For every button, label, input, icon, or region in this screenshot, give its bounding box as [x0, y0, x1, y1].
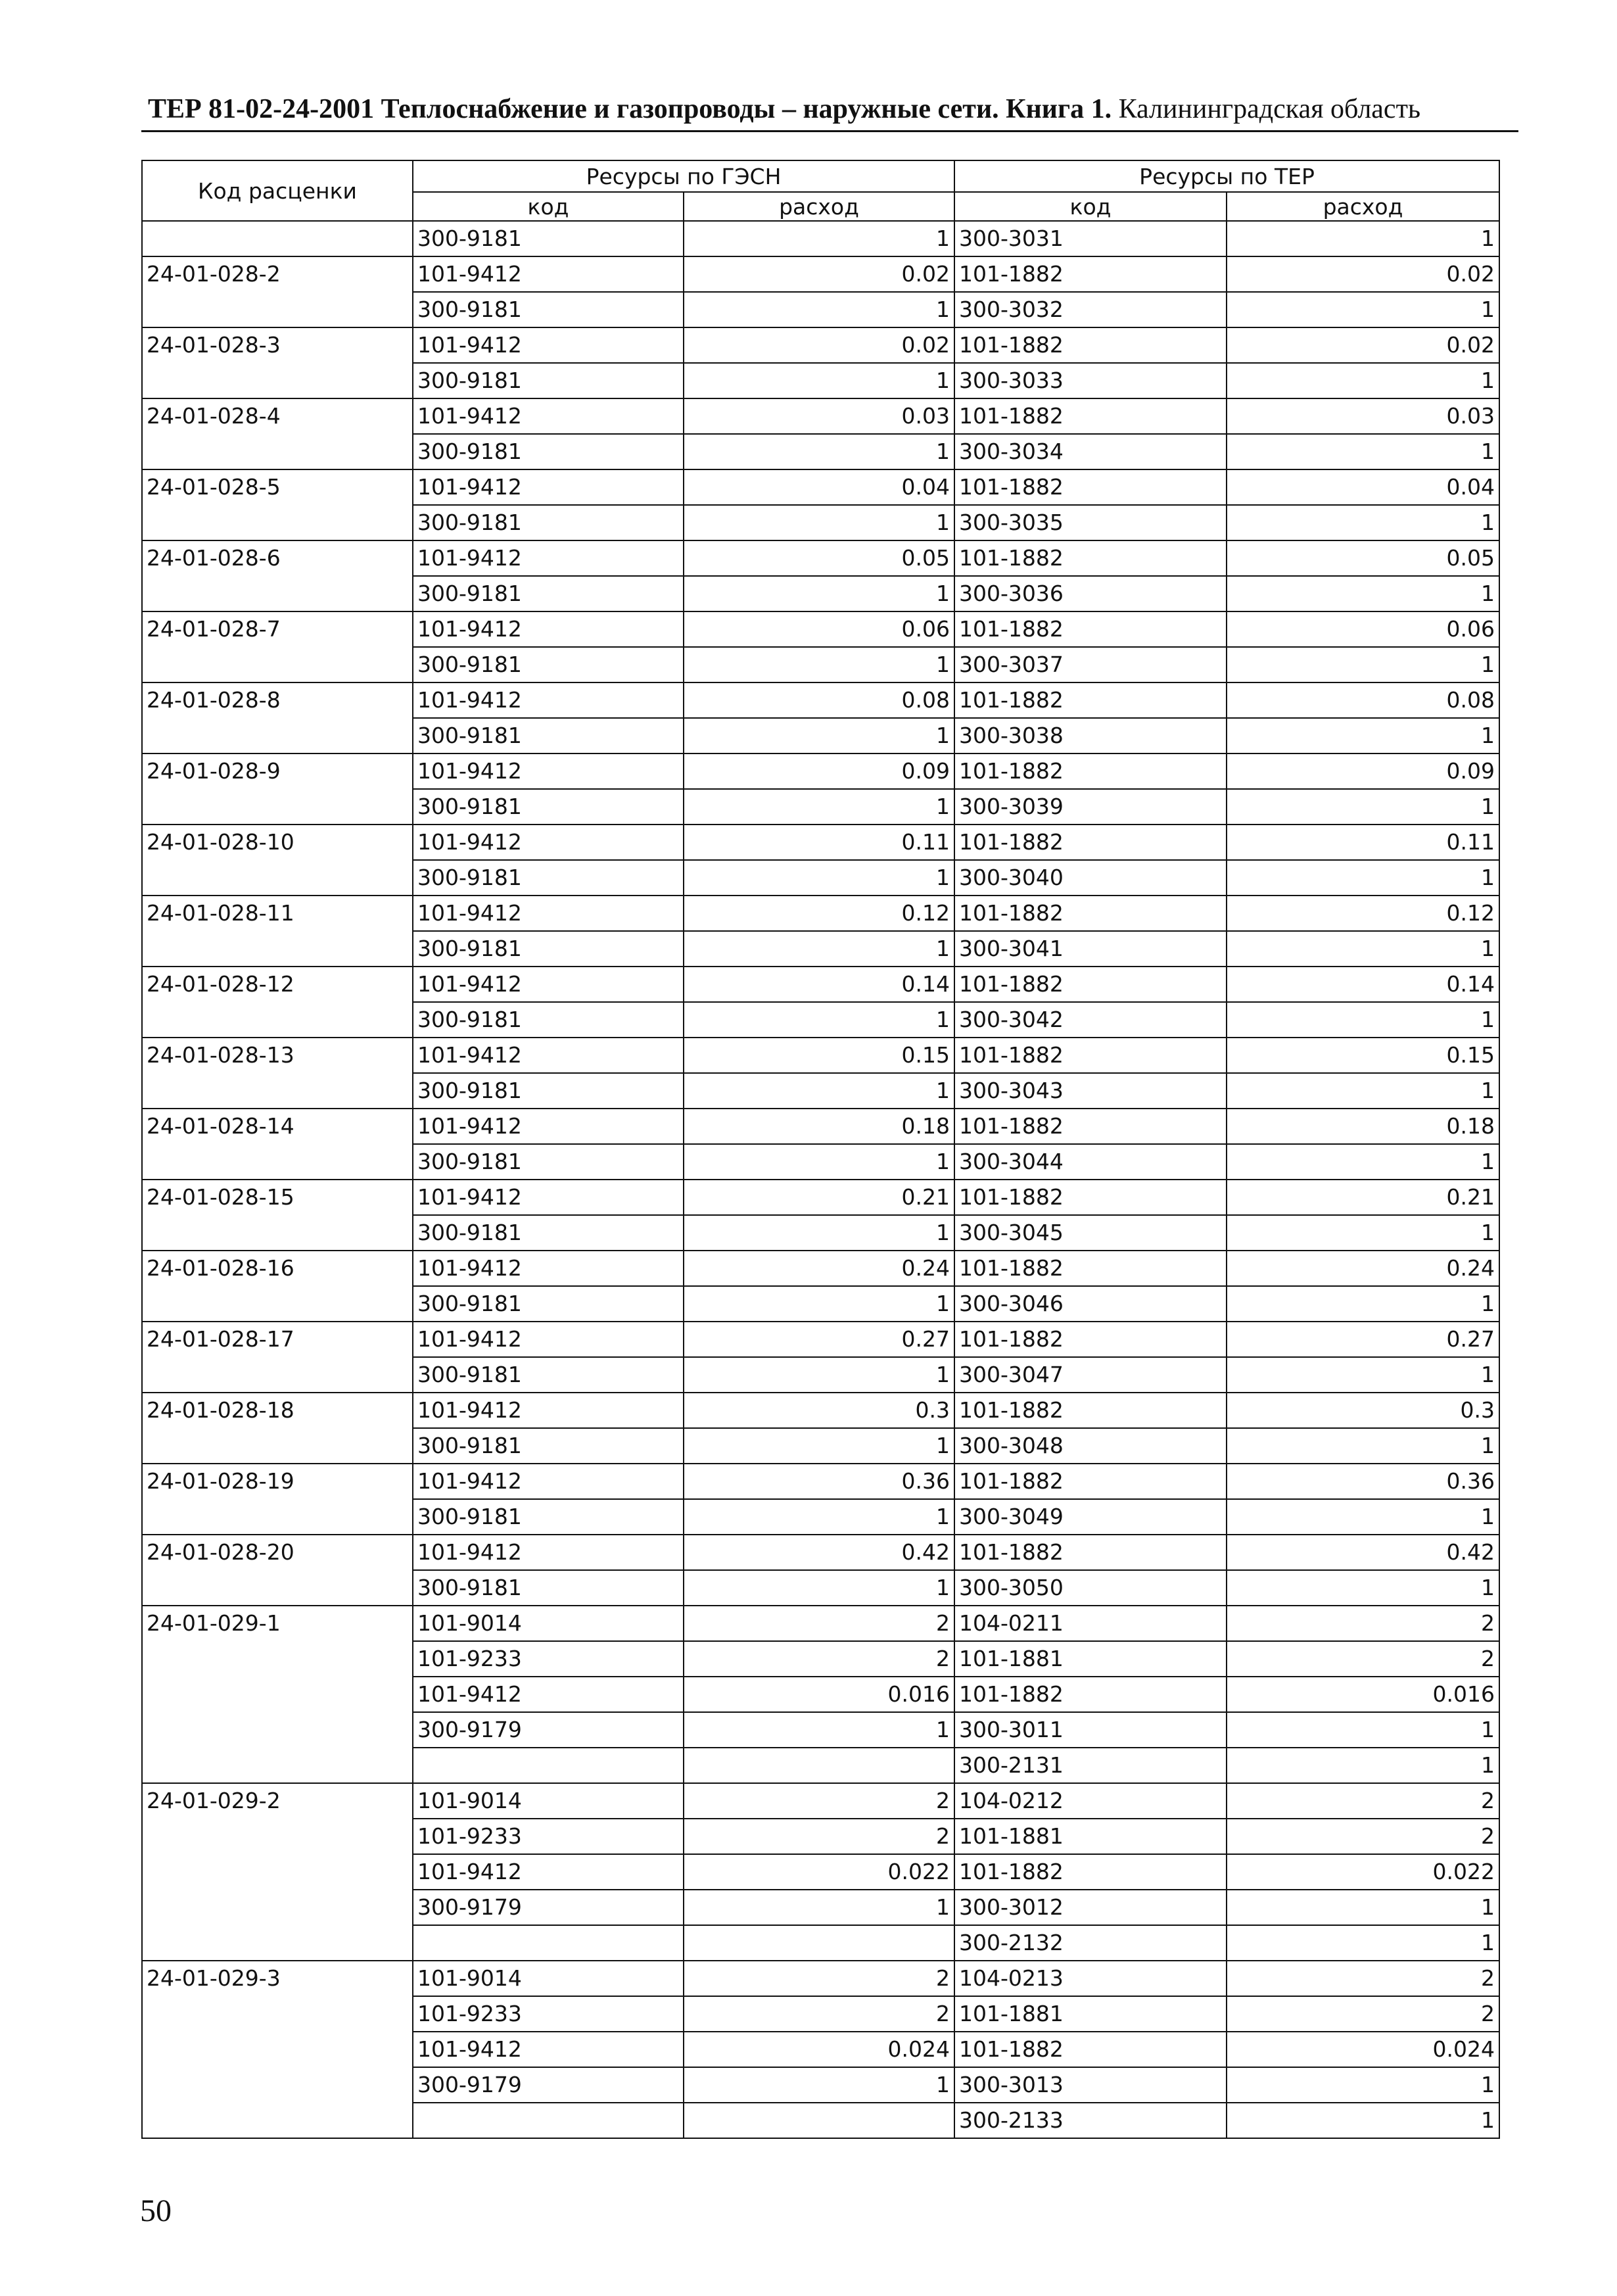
rate-code-cell: 24-01-029-3 — [142, 1961, 413, 2138]
rate-code-cell: 24-01-028-17 — [142, 1322, 413, 1393]
gesn-code-cell: 300-9181 — [413, 1286, 684, 1322]
gesn-code-cell: 101-9412 — [413, 1038, 684, 1073]
gesn-consumption-cell: 1 — [684, 434, 954, 469]
gesn-code-cell: 300-9181 — [413, 860, 684, 896]
ter-code-cell: 101-1881 — [954, 1641, 1227, 1677]
rate-code-cell: 24-01-028-2 — [142, 256, 413, 327]
ter-consumption-cell: 1 — [1227, 363, 1499, 398]
gesn-consumption-cell: 1 — [684, 718, 954, 753]
gesn-consumption-cell: 1 — [684, 363, 954, 398]
rate-code-cell: 24-01-028-6 — [142, 540, 413, 611]
table-row — [142, 1783, 1499, 1819]
rate-code-cell: 24-01-028-15 — [142, 1180, 413, 1251]
ter-code-cell: 101-1882 — [954, 825, 1227, 860]
gesn-code-cell: 101-9412 — [413, 1393, 684, 1428]
header-divider — [141, 130, 1518, 132]
gesn-code-cell: 300-9179 — [413, 2067, 684, 2103]
ter-code-cell: 300-3047 — [954, 1357, 1227, 1393]
ter-code-cell: 300-3032 — [954, 292, 1227, 327]
ter-code-cell: 300-3039 — [954, 789, 1227, 825]
ter-consumption-cell: 2 — [1227, 1961, 1499, 1996]
gesn-consumption-cell: 1 — [684, 1073, 954, 1109]
ter-consumption-cell: 1 — [1227, 1499, 1499, 1535]
gesn-consumption-cell: 1 — [684, 1144, 954, 1180]
ter-code-cell: 101-1882 — [954, 1109, 1227, 1144]
gesn-consumption-cell: 0.08 — [684, 682, 954, 718]
gesn-consumption-cell — [684, 1925, 954, 1961]
ter-code-cell: 101-1882 — [954, 896, 1227, 931]
ter-code-cell: 300-2132 — [954, 1925, 1227, 1961]
table-row — [142, 256, 1499, 292]
table-row — [142, 967, 1499, 1002]
ter-code-cell: 300-3036 — [954, 576, 1227, 611]
column-header-ter-consumption: расход — [1227, 192, 1499, 221]
rate-code-cell: 24-01-028-20 — [142, 1535, 413, 1606]
gesn-code-cell: 101-9412 — [413, 1251, 684, 1286]
ter-consumption-cell: 1 — [1227, 1002, 1499, 1038]
ter-consumption-cell: 1 — [1227, 1748, 1499, 1783]
gesn-consumption-cell: 1 — [684, 1890, 954, 1925]
page-number: 50 — [140, 2193, 172, 2228]
gesn-consumption-cell: 1 — [684, 576, 954, 611]
gesn-code-cell: 300-9181 — [413, 1215, 684, 1251]
gesn-code-cell: 300-9181 — [413, 221, 684, 256]
gesn-consumption-cell: 1 — [684, 221, 954, 256]
gesn-code-cell: 101-9233 — [413, 1641, 684, 1677]
gesn-consumption-cell: 0.05 — [684, 540, 954, 576]
ter-code-cell: 300-3049 — [954, 1499, 1227, 1535]
ter-code-cell: 300-3044 — [954, 1144, 1227, 1180]
gesn-code-cell: 300-9181 — [413, 1144, 684, 1180]
ter-consumption-cell: 1 — [1227, 789, 1499, 825]
ter-code-cell: 101-1882 — [954, 753, 1227, 789]
column-header-gesn-consumption: расход — [684, 192, 954, 221]
ter-consumption-cell: 1 — [1227, 221, 1499, 256]
ter-code-cell: 300-2133 — [954, 2103, 1227, 2138]
ter-code-cell: 101-1882 — [954, 327, 1227, 363]
table-row — [142, 825, 1499, 860]
ter-code-cell: 101-1882 — [954, 540, 1227, 576]
ter-code-cell: 300-3031 — [954, 221, 1227, 256]
ter-consumption-cell: 0.09 — [1227, 753, 1499, 789]
table-row — [142, 1464, 1499, 1499]
gesn-code-cell: 300-9181 — [413, 647, 684, 682]
ter-code-cell: 101-1881 — [954, 1819, 1227, 1854]
gesn-consumption-cell: 0.18 — [684, 1109, 954, 1144]
table-row — [142, 540, 1499, 576]
ter-consumption-cell: 1 — [1227, 576, 1499, 611]
ter-consumption-cell: 1 — [1227, 1428, 1499, 1464]
ter-consumption-cell: 0.18 — [1227, 1109, 1499, 1144]
gesn-code-cell: 300-9181 — [413, 718, 684, 753]
ter-code-cell: 300-3037 — [954, 647, 1227, 682]
gesn-consumption-cell: 2 — [684, 1819, 954, 1854]
gesn-consumption-cell: 0.11 — [684, 825, 954, 860]
ter-consumption-cell: 1 — [1227, 1570, 1499, 1606]
gesn-consumption-cell: 0.04 — [684, 469, 954, 505]
gesn-consumption-cell: 2 — [684, 1606, 954, 1641]
gesn-consumption-cell: 0.12 — [684, 896, 954, 931]
ter-code-cell: 300-3040 — [954, 860, 1227, 896]
gesn-code-cell: 300-9181 — [413, 1499, 684, 1535]
gesn-consumption-cell — [684, 2103, 954, 2138]
ter-consumption-cell: 1 — [1227, 1925, 1499, 1961]
table-row — [142, 469, 1499, 505]
gesn-code-cell: 101-9233 — [413, 1996, 684, 2032]
gesn-consumption-cell: 0.42 — [684, 1535, 954, 1570]
gesn-consumption-cell: 0.03 — [684, 398, 954, 434]
table-row — [142, 1322, 1499, 1357]
gesn-consumption-cell: 0.022 — [684, 1854, 954, 1890]
ter-code-cell: 104-0213 — [954, 1961, 1227, 1996]
ter-code-cell: 101-1882 — [954, 1854, 1227, 1890]
gesn-code-cell: 300-9179 — [413, 1890, 684, 1925]
ter-consumption-cell: 0.11 — [1227, 825, 1499, 860]
gesn-consumption-cell: 1 — [684, 1286, 954, 1322]
ter-consumption-cell: 1 — [1227, 1286, 1499, 1322]
gesn-consumption-cell — [684, 1748, 954, 1783]
ter-consumption-cell: 1 — [1227, 292, 1499, 327]
ter-code-cell: 101-1882 — [954, 1180, 1227, 1215]
ter-consumption-cell: 1 — [1227, 647, 1499, 682]
gesn-code-cell: 300-9181 — [413, 931, 684, 967]
gesn-code-cell: 101-9412 — [413, 1322, 684, 1357]
rate-code-cell: 24-01-028-8 — [142, 682, 413, 753]
ter-consumption-cell: 0.3 — [1227, 1393, 1499, 1428]
gesn-consumption-cell: 1 — [684, 292, 954, 327]
gesn-code-cell: 101-9014 — [413, 1783, 684, 1819]
ter-code-cell: 101-1881 — [954, 1996, 1227, 2032]
gesn-code-cell: 300-9181 — [413, 1073, 684, 1109]
ter-code-cell: 101-1882 — [954, 256, 1227, 292]
ter-consumption-cell: 1 — [1227, 860, 1499, 896]
ter-consumption-cell: 1 — [1227, 718, 1499, 753]
ter-consumption-cell: 1 — [1227, 2103, 1499, 2138]
gesn-code-cell — [413, 1748, 684, 1783]
ter-code-cell: 300-3048 — [954, 1428, 1227, 1464]
gesn-consumption-cell: 0.02 — [684, 256, 954, 292]
ter-consumption-cell: 1 — [1227, 2067, 1499, 2103]
gesn-code-cell: 300-9181 — [413, 292, 684, 327]
gesn-code-cell: 101-9412 — [413, 540, 684, 576]
table-row — [142, 1109, 1499, 1144]
document-header — [148, 92, 1515, 126]
gesn-consumption-cell: 2 — [684, 1996, 954, 2032]
ter-code-cell: 300-3050 — [954, 1570, 1227, 1606]
ter-code-cell: 101-1882 — [954, 1322, 1227, 1357]
ter-consumption-cell: 0.02 — [1227, 327, 1499, 363]
ter-code-cell: 101-1882 — [954, 1393, 1227, 1428]
column-header-ter-code: код — [954, 192, 1227, 221]
ter-code-cell: 101-1882 — [954, 611, 1227, 647]
ter-code-cell: 300-3042 — [954, 1002, 1227, 1038]
ter-code-cell: 104-0212 — [954, 1783, 1227, 1819]
gesn-code-cell: 300-9181 — [413, 1002, 684, 1038]
ter-consumption-cell: 1 — [1227, 1890, 1499, 1925]
gesn-consumption-cell: 1 — [684, 1357, 954, 1393]
gesn-consumption-cell: 0.09 — [684, 753, 954, 789]
ter-code-cell: 101-1882 — [954, 1677, 1227, 1712]
gesn-consumption-cell: 0.36 — [684, 1464, 954, 1499]
ter-consumption-cell: 2 — [1227, 1996, 1499, 2032]
ter-code-cell: 101-1882 — [954, 1251, 1227, 1286]
ter-consumption-cell: 0.08 — [1227, 682, 1499, 718]
rate-code-cell: 24-01-028-9 — [142, 753, 413, 825]
table-row — [142, 1606, 1499, 1641]
gesn-consumption-cell: 0.24 — [684, 1251, 954, 1286]
gesn-code-cell: 101-9412 — [413, 967, 684, 1002]
column-group-ter: Ресурсы по ТЕР — [954, 160, 1499, 192]
ter-code-cell: 101-1882 — [954, 398, 1227, 434]
gesn-code-cell: 300-9181 — [413, 505, 684, 540]
gesn-consumption-cell: 1 — [684, 931, 954, 967]
ter-consumption-cell: 1 — [1227, 931, 1499, 967]
ter-consumption-cell: 0.27 — [1227, 1322, 1499, 1357]
ter-consumption-cell: 0.21 — [1227, 1180, 1499, 1215]
ter-consumption-cell: 2 — [1227, 1783, 1499, 1819]
ter-consumption-cell: 0.06 — [1227, 611, 1499, 647]
gesn-code-cell — [413, 2103, 684, 2138]
table-row — [142, 1393, 1499, 1428]
rate-code-cell: 24-01-028-5 — [142, 469, 413, 540]
table-row — [142, 896, 1499, 931]
gesn-code-cell: 300-9181 — [413, 1428, 684, 1464]
gesn-consumption-cell: 1 — [684, 647, 954, 682]
gesn-consumption-cell: 2 — [684, 1961, 954, 1996]
ter-code-cell: 101-1882 — [954, 967, 1227, 1002]
rate-code-cell: 24-01-028-7 — [142, 611, 413, 682]
ter-consumption-cell: 0.36 — [1227, 1464, 1499, 1499]
gesn-consumption-cell: 0.024 — [684, 2032, 954, 2067]
table-row — [142, 327, 1499, 363]
ter-code-cell: 300-3035 — [954, 505, 1227, 540]
ter-code-cell: 101-1882 — [954, 1038, 1227, 1073]
gesn-code-cell: 101-9014 — [413, 1606, 684, 1641]
ter-consumption-cell: 1 — [1227, 1215, 1499, 1251]
gesn-code-cell: 101-9412 — [413, 1180, 684, 1215]
ter-consumption-cell: 1 — [1227, 434, 1499, 469]
ter-consumption-cell: 0.42 — [1227, 1535, 1499, 1570]
table-row — [142, 1251, 1499, 1286]
table-row — [142, 221, 1499, 256]
ter-code-cell: 104-0211 — [954, 1606, 1227, 1641]
ter-consumption-cell: 1 — [1227, 1144, 1499, 1180]
gesn-consumption-cell: 0.21 — [684, 1180, 954, 1215]
ter-consumption-cell: 2 — [1227, 1819, 1499, 1854]
gesn-consumption-cell: 0.3 — [684, 1393, 954, 1428]
rate-code-cell: 24-01-028-12 — [142, 967, 413, 1038]
gesn-consumption-cell: 1 — [684, 1712, 954, 1748]
gesn-code-cell: 101-9412 — [413, 1535, 684, 1570]
ter-consumption-cell: 0.14 — [1227, 967, 1499, 1002]
gesn-code-cell: 101-9412 — [413, 1677, 684, 1712]
ter-consumption-cell: 0.05 — [1227, 540, 1499, 576]
rate-code-cell: 24-01-028-16 — [142, 1251, 413, 1322]
gesn-consumption-cell: 0.14 — [684, 967, 954, 1002]
rate-code-cell: 24-01-028-18 — [142, 1393, 413, 1464]
ter-consumption-cell: 1 — [1227, 1357, 1499, 1393]
gesn-code-cell: 101-9233 — [413, 1819, 684, 1854]
ter-code-cell: 101-1882 — [954, 1464, 1227, 1499]
gesn-code-cell: 101-9412 — [413, 611, 684, 647]
gesn-code-cell: 101-9412 — [413, 469, 684, 505]
rate-code-cell: 24-01-028-19 — [142, 1464, 413, 1535]
gesn-code-cell: 101-9412 — [413, 1464, 684, 1499]
gesn-consumption-cell: 1 — [684, 789, 954, 825]
gesn-code-cell: 101-9412 — [413, 896, 684, 931]
ter-consumption-cell: 0.016 — [1227, 1677, 1499, 1712]
resources-table — [141, 160, 1500, 2139]
gesn-code-cell: 101-9412 — [413, 753, 684, 789]
gesn-consumption-cell: 1 — [684, 860, 954, 896]
ter-code-cell: 300-3013 — [954, 2067, 1227, 2103]
ter-code-cell: 300-3033 — [954, 363, 1227, 398]
gesn-consumption-cell: 1 — [684, 505, 954, 540]
rate-code-cell: 24-01-028-3 — [142, 327, 413, 398]
ter-code-cell: 300-2131 — [954, 1748, 1227, 1783]
rate-code-cell: 24-01-028-13 — [142, 1038, 413, 1109]
ter-code-cell: 300-3034 — [954, 434, 1227, 469]
gesn-code-cell: 101-9412 — [413, 256, 684, 292]
header-region: Калининградская область — [1112, 94, 1421, 124]
ter-consumption-cell: 0.03 — [1227, 398, 1499, 434]
gesn-consumption-cell: 1 — [684, 1002, 954, 1038]
ter-code-cell: 101-1882 — [954, 682, 1227, 718]
gesn-consumption-cell: 2 — [684, 1783, 954, 1819]
ter-code-cell: 300-3038 — [954, 718, 1227, 753]
ter-code-cell: 300-3041 — [954, 931, 1227, 967]
ter-consumption-cell: 1 — [1227, 505, 1499, 540]
ter-code-cell: 300-3045 — [954, 1215, 1227, 1251]
ter-consumption-cell: 2 — [1227, 1641, 1499, 1677]
ter-consumption-cell: 0.24 — [1227, 1251, 1499, 1286]
table-row — [142, 682, 1499, 718]
gesn-consumption-cell: 1 — [684, 1428, 954, 1464]
table-row — [142, 1535, 1499, 1570]
gesn-code-cell: 101-9412 — [413, 1109, 684, 1144]
gesn-code-cell: 300-9181 — [413, 363, 684, 398]
ter-consumption-cell: 0.15 — [1227, 1038, 1499, 1073]
table-row — [142, 398, 1499, 434]
gesn-code-cell: 101-9412 — [413, 825, 684, 860]
table-row — [142, 1961, 1499, 1996]
gesn-code-cell: 101-9412 — [413, 398, 684, 434]
rate-code-cell: 24-01-028-4 — [142, 398, 413, 469]
gesn-consumption-cell: 1 — [684, 1215, 954, 1251]
column-header-rate-code: Код расценки — [142, 160, 413, 221]
table-row — [142, 1038, 1499, 1073]
ter-consumption-cell: 0.024 — [1227, 2032, 1499, 2067]
gesn-consumption-cell: 1 — [684, 1570, 954, 1606]
ter-code-cell: 300-3011 — [954, 1712, 1227, 1748]
gesn-code-cell: 101-9412 — [413, 1854, 684, 1890]
gesn-code-cell: 300-9181 — [413, 1570, 684, 1606]
ter-consumption-cell: 1 — [1227, 1073, 1499, 1109]
rate-code-cell: 24-01-029-2 — [142, 1783, 413, 1961]
ter-consumption-cell: 0.04 — [1227, 469, 1499, 505]
rate-code-cell: 24-01-028-14 — [142, 1109, 413, 1180]
ter-consumption-cell: 0.12 — [1227, 896, 1499, 931]
rate-code-cell: 24-01-029-1 — [142, 1606, 413, 1783]
table-row — [142, 753, 1499, 789]
gesn-consumption-cell: 0.15 — [684, 1038, 954, 1073]
gesn-consumption-cell: 1 — [684, 2067, 954, 2103]
gesn-code-cell — [413, 1925, 684, 1961]
ter-code-cell: 300-3043 — [954, 1073, 1227, 1109]
column-header-gesn-code: код — [413, 192, 684, 221]
ter-code-cell: 101-1882 — [954, 1535, 1227, 1570]
ter-consumption-cell: 2 — [1227, 1606, 1499, 1641]
gesn-code-cell: 101-9014 — [413, 1961, 684, 1996]
gesn-consumption-cell: 0.016 — [684, 1677, 954, 1712]
column-group-gesn: Ресурсы по ГЭСН — [413, 160, 954, 192]
gesn-consumption-cell: 1 — [684, 1499, 954, 1535]
gesn-consumption-cell: 0.02 — [684, 327, 954, 363]
rate-code-cell: 24-01-028-11 — [142, 896, 413, 967]
gesn-code-cell: 101-9412 — [413, 327, 684, 363]
gesn-code-cell: 300-9179 — [413, 1712, 684, 1748]
gesn-consumption-cell: 2 — [684, 1641, 954, 1677]
gesn-consumption-cell: 0.06 — [684, 611, 954, 647]
table-body — [142, 221, 1499, 2138]
table-row — [142, 611, 1499, 647]
gesn-code-cell: 300-9181 — [413, 789, 684, 825]
rate-code-cell: 24-01-028-10 — [142, 825, 413, 896]
ter-code-cell: 101-1882 — [954, 2032, 1227, 2067]
ter-code-cell: 300-3046 — [954, 1286, 1227, 1322]
gesn-code-cell: 300-9181 — [413, 576, 684, 611]
gesn-code-cell: 101-9412 — [413, 682, 684, 718]
header-title: ТЕР 81-02-24-2001 Теплоснабжение и газопроводы – наружные сети. Книга 1. — [148, 94, 1112, 124]
ter-code-cell: 101-1882 — [954, 469, 1227, 505]
ter-consumption-cell: 0.022 — [1227, 1854, 1499, 1890]
table-row — [142, 1180, 1499, 1215]
rate-code-cell — [142, 221, 413, 256]
ter-code-cell: 300-3012 — [954, 1890, 1227, 1925]
ter-consumption-cell: 0.02 — [1227, 256, 1499, 292]
gesn-code-cell: 300-9181 — [413, 1357, 684, 1393]
ter-consumption-cell: 1 — [1227, 1712, 1499, 1748]
gesn-consumption-cell: 0.27 — [684, 1322, 954, 1357]
gesn-code-cell: 101-9412 — [413, 2032, 684, 2067]
gesn-code-cell: 300-9181 — [413, 434, 684, 469]
